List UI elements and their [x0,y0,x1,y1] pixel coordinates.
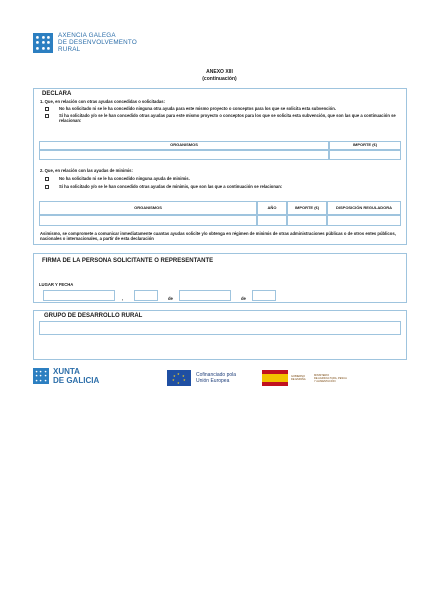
item2-checkbox-no[interactable] [45,177,49,181]
item2-header-disposicion: DISPOSICIÓN REGULADORA [327,201,401,215]
item2-header-organismos: ORGANISMOS [39,201,257,215]
month-input[interactable] [179,290,231,301]
item2-option-yes: Sí ha solicitado y/o se le han concedido otras ayudas de minimis, que son las que a continuación se relacionan: [59,184,283,189]
item2-organismo-input[interactable] [39,215,257,226]
gdr-section [33,310,407,360]
eu-flag-icon: ★ ★ ★ ★ ★ ★ [167,370,191,386]
eu-logo-text: Cofinanciado pola Unión Europea [196,372,237,384]
xunta-logo-text: XUNTA DE GALICIA [53,367,100,385]
spain-coat-of-arms-icon [262,370,288,386]
commitment-text: Asimismo, se compromete a comunicar inmediatamente cuantas ayudas solicite y/o obtenga en régimen de minimis de otras administraciones públicas o de otros entes públicos, nacionales o internacionales, a partir de esta declaración [40,231,396,242]
day-input[interactable] [134,290,158,301]
agader-logo-text: AXENCIA GALEGA DE DESENVOLVEMENTO RURAL [58,32,137,54]
gdr-title: GRUPO DE DESARROLLO RURAL [44,313,143,319]
item1-question: 1. Que, en relación con otras ayudas concedidas o solicitadas: [40,99,165,104]
ministry-text: MINISTERIO DE AGRICULTURA, PESCA Y ALIMENTACIÓN [314,373,347,383]
item1-header-organismos: ORGANISMOS [39,141,329,150]
item1-header-importe: IMPORTE (€) [329,141,401,150]
item1-importe-input[interactable] [329,150,401,160]
item2-question: 2. Que, en relación con las ayudas de minimis: [40,168,133,173]
item1-organismo-input[interactable] [39,150,329,160]
gov-text: GOBIERNO DE ESPAÑA [291,375,306,381]
annex-subtitle: (continuación) [202,76,237,82]
agader-mark-icon [33,33,53,53]
agader-logo [33,32,137,54]
item1-option-no: No ha solicitado ni se le ha concedido ninguna otra ayuda para este mismo proyecto o conceptos para los que se solicita esta subvención. [59,106,336,111]
xunta-logo [33,367,99,385]
item2-disposicion-input[interactable] [327,215,401,226]
item2-header-importe: IMPORTE (€) [287,201,327,215]
item2-importe-input[interactable] [287,215,327,226]
xunta-mark-icon [33,368,49,384]
place-date-label: LUGAR Y FECHA [39,282,74,287]
item2-header-ano: AÑO [257,201,287,215]
signature-section [33,253,407,303]
year-input[interactable] [252,290,276,301]
item2-checkbox-yes[interactable] [45,185,49,189]
annex-title: ANEXO XIII [206,69,233,75]
ministry-logo [262,370,352,386]
de-separator-1: de [168,296,173,301]
item2-ano-input[interactable] [257,215,287,226]
declara-title: DECLARA [42,91,72,97]
item1-checkbox-yes[interactable] [45,114,49,118]
de-separator-2: de [241,296,246,301]
declara-section [33,88,407,245]
gdr-input[interactable] [39,321,401,335]
place-input[interactable] [43,290,115,301]
eu-logo [167,370,236,386]
item1-checkbox-no[interactable] [45,107,49,111]
comma-separator: , [122,296,124,301]
item2-option-no: No ha solicitado ni se le ha concedido ninguna ayuda de minimis. [59,176,190,181]
signature-title: FIRMA DE LA PERSONA SOLICITANTE O REPRESENTANTE [42,258,214,264]
item1-option-yes: Sí ha solicitado y/o se le han concedido otras ayudas para este mismo proyecto o conceptos para los que se solicita esta subvención, que son las que a continuación se relacionan: [59,113,396,124]
